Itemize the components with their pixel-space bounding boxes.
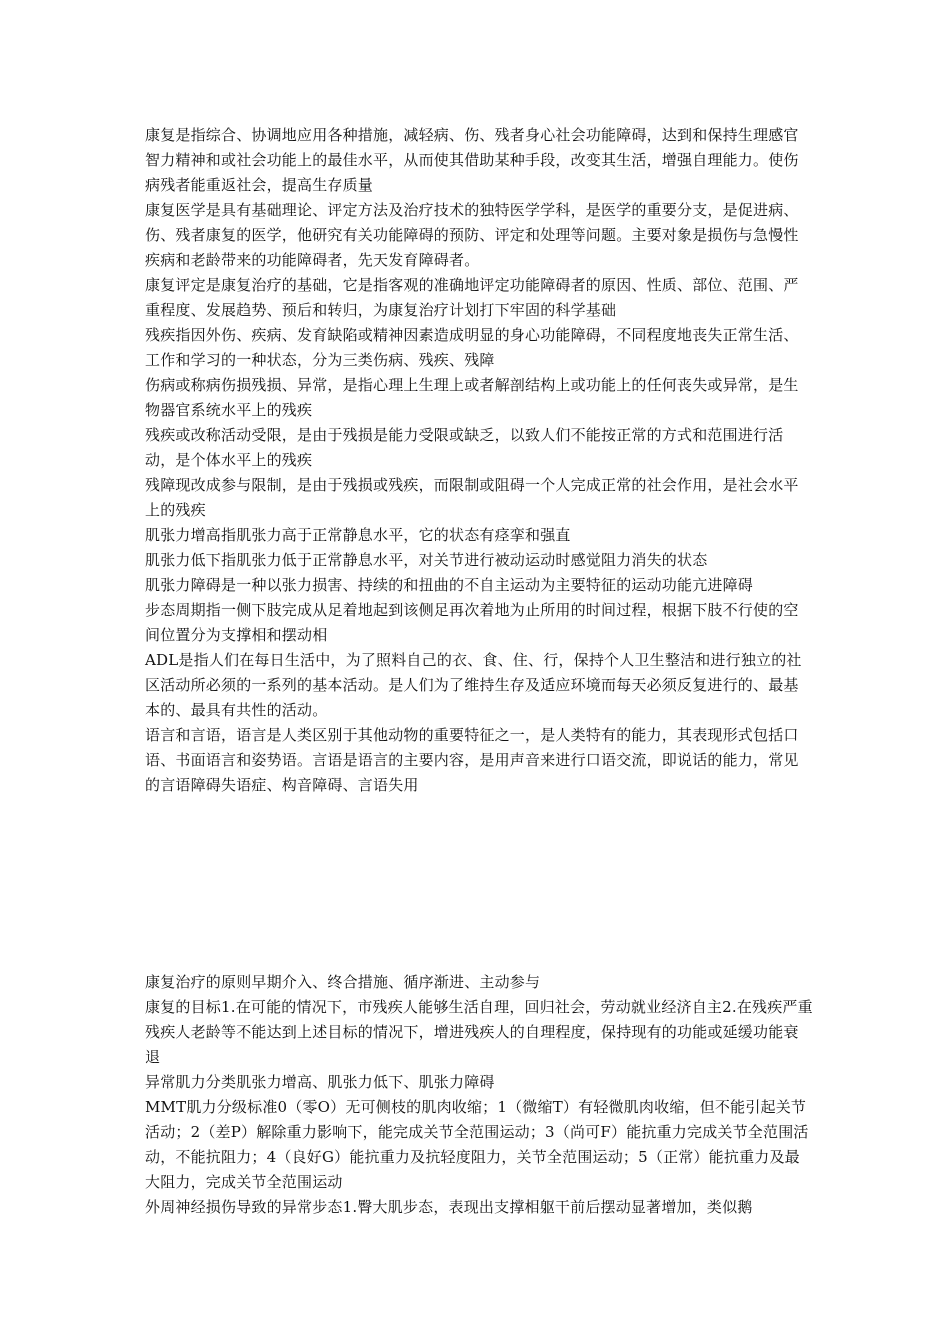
- paragraph-abnormal-gait: 外周神经损伤导致的异常步态1.臀大肌步态，表现出支撑相躯干前后摆动显著增加，类似鹅: [145, 1198, 753, 1216]
- paragraph-mmt-grading: MMT肌力分级标准0（零O）无可侧枝的肌肉收缩；1（微缩T）有轻微肌肉收缩，但不能引起关节活动；2（差P）解除重力影响下，能完成关节全范围运动；3（尚可F）能抗重力完成关节全范围活动，不能抗阻力；4（良好G）能抗重力及抗轻度阻力，关节全范围运动；5（正常）能抗重力及最大阻力，完成关节全范围运动: [145, 1098, 809, 1191]
- paragraph-dystonia: 肌张力障碍是一种以张力损害、持续的和扭曲的不自主运动为主要特征的运动功能亢进障碍: [145, 576, 754, 594]
- paragraph-language-speech: 语言和言语，语言是人类区别于其他动物的重要特征之一，是人类特有的能力，其表现形式包括口语、书面语言和姿势语。言语是语言的主要内容，是用声音来进行口语交流，即说话的能力，常见的言语障碍失语症、构音障碍、言语失用: [145, 726, 799, 794]
- paragraph-rehabilitation-assessment: 康复评定是康复治疗的基础，它是指客观的准确地评定功能障碍者的原因、性质、部位、范围、严重程度、发展趋势、预后和转归，为康复治疗计划打下牢固的科学基础: [145, 276, 799, 319]
- paragraph-impairment: 伤病或称病伤损残损、异常，是指心理上生理上或者解剖结构上或功能上的任何丧失或异常，是生物器官系统水平上的残疾: [145, 376, 799, 419]
- paragraph-treatment-principles: 康复治疗的原则早期介入、终合措施、循序渐进、主动参与: [145, 973, 541, 991]
- paragraph-rehabilitation-goals: 康复的目标1.在可能的情况下，市残疾人能够生活自理，回归社会，劳动就业经济自主2.在残疾严重残疾人老龄等不能达到上述目标的情况下，增进残疾人的自理程度，保持现有的功能或延缓功能衰退: [145, 998, 813, 1066]
- paragraph-adl: ADL是指人们在每日生活中，为了照料自己的衣、食、住、行，保持个人卫生整洁和进行独立的社区活动所必须的一系列的基本活动。是人们为了维持生存及适应环境而每天必须反复进行的、最基本的、最具有共性的活动。: [145, 651, 802, 719]
- text-section-definitions: [145, 123, 813, 798]
- paragraph-disability: 残疾指因外伤、疾病、发育缺陷或精神因素造成明显的身心功能障碍，不同程度地丧失正常生活、工作和学习的一种状态，分为三类伤病、残疾、残障: [145, 326, 799, 369]
- paragraph-hypertonia: 肌张力增高指肌张力高于正常静息水平，它的状态有痉挛和强直: [145, 526, 571, 544]
- paragraph-activity-limitation: 残疾或改称活动受限，是由于残损是能力受限或缺乏，以致人们不能按正常的方式和范围进行活动，是个体水平上的残疾: [145, 426, 784, 469]
- paragraph-gait-cycle: 步态周期指一侧下肢完成从足着地起到该侧足再次着地为止所用的时间过程，根据下肢不行使的空间位置分为支撑相和摆动相: [145, 601, 799, 644]
- paragraph-participation-restriction: 残障现改成参与限制，是由于残损或残疾，而限制或阻碍一个人完成正常的社会作用，是社会水平上的残疾: [145, 476, 799, 519]
- text-section-principles: [145, 970, 813, 1220]
- paragraph-rehabilitation: 康复是指综合、协调地应用各种措施，减轻病、伤、残者身心社会功能障碍，达到和保持生理感官智力精神和或社会功能上的最佳水平，从而使其借助某种手段，改变其生活，增强自理能力。使伤病残者能重返社会，提高生存质量: [145, 126, 799, 194]
- paragraph-hypotonia: 肌张力低下指肌张力低于正常静息水平，对关节进行被动运动时感觉阻力消失的状态: [145, 551, 708, 569]
- paragraph-rehabilitation-medicine: 康复医学是具有基础理论、评定方法及治疗技术的独特医学学科，是医学的重要分支，是促进病、伤、残者康复的医学，他研究有关功能障碍的预防、评定和处理等问题。主要对象是损伤与急慢性疾病和老龄带来的功能障碍者，先天发育障碍者。: [145, 201, 799, 269]
- paragraph-abnormal-tone-types: 异常肌力分类肌张力增高、肌张力低下、肌张力障碍: [145, 1073, 495, 1091]
